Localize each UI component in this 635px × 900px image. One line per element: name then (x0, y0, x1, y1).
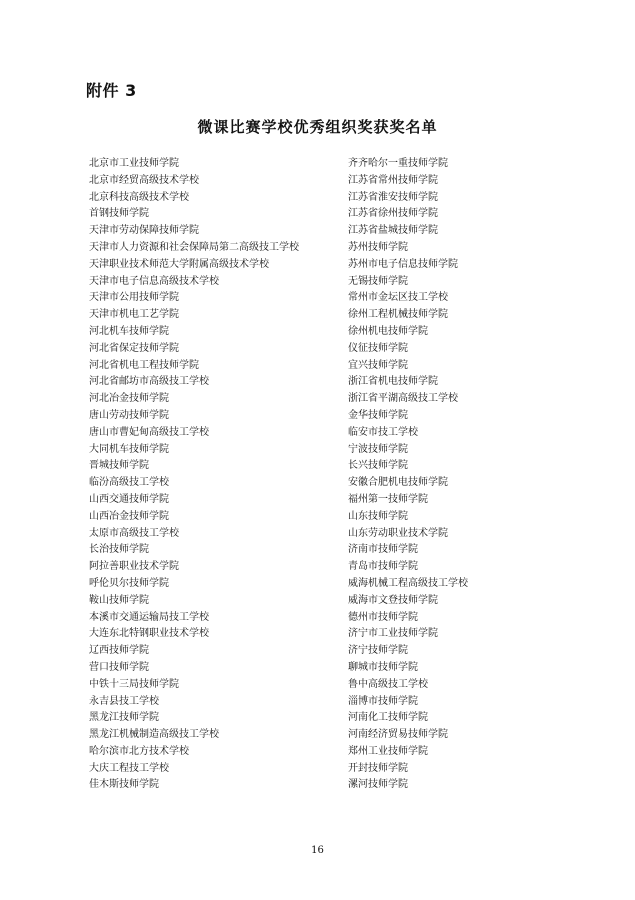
school-list-item: 江苏省淮安技师学院 (348, 191, 438, 203)
school-list-item: 河北省机电工程技师学院 (89, 359, 199, 371)
school-list-item: 太原市高级技工学校 (89, 527, 179, 539)
school-list-item: 聊城市技师学院 (348, 661, 418, 673)
page-number: 16 (311, 845, 324, 856)
school-list-item: 威海机械工程高级技工学校 (348, 577, 468, 589)
school-list-item: 淄博市技师学院 (348, 695, 418, 707)
school-list-item: 北京科技高级技术学校 (89, 191, 189, 203)
school-list-item: 哈尔滨市北方技术学校 (89, 745, 189, 757)
school-list-item: 山东技师学院 (348, 510, 408, 522)
school-list-item: 青岛市技师学院 (348, 561, 418, 573)
school-list-item: 中铁十三局技师学院 (89, 678, 179, 690)
school-list-item: 齐齐哈尔一重技师学院 (348, 158, 448, 169)
school-list-item: 河北省保定技师学院 (89, 342, 179, 354)
school-list-item: 天津职业技术师范大学附属高级技术学校 (89, 258, 269, 270)
school-list-item: 山西冶金技师学院 (89, 510, 169, 522)
school-list-item: 北京市工业技师学院 (89, 158, 179, 169)
school-list-item: 黑龙江机械制造高级技工学校 (89, 729, 219, 741)
school-list-item: 开封技师学院 (348, 762, 408, 774)
school-list-item: 威海市文登技师学院 (348, 594, 438, 606)
school-list-item: 江苏省盐城技师学院 (348, 225, 438, 237)
school-list-item: 永吉县技工学校 (89, 695, 159, 707)
school-list-item: 长治技师学院 (89, 544, 149, 556)
school-list-item: 唐山市曹妃甸高级技工学校 (89, 426, 209, 438)
school-list-item: 本溪市交通运输局技工学校 (89, 611, 209, 623)
school-list-item: 北京市经贸高级技术学校 (89, 174, 199, 186)
school-list-item: 河南经济贸易技师学院 (348, 729, 448, 741)
attachment-label: 附件 3 (86, 81, 137, 100)
school-list-item: 唐山劳动技师学院 (89, 409, 169, 421)
document-title: 微课比赛学校优秀组织奖获奖名单 (197, 118, 438, 136)
school-list-item: 佳木斯技师学院 (89, 779, 159, 791)
school-list-item: 天津市电子信息高级技术学校 (89, 275, 219, 287)
school-list-item: 宁波技师学院 (348, 443, 408, 455)
school-list-item: 天津市劳动保障技师学院 (89, 225, 199, 237)
school-list-item: 大连东北特钢职业技术学校 (89, 628, 209, 640)
school-list-item: 仪征技师学院 (348, 342, 408, 354)
school-list-item: 晋城技师学院 (89, 460, 149, 472)
school-list-item: 天津市人力资源和社会保障局第二高级技工学校 (89, 241, 299, 253)
school-list-item: 河北省邮坊市高级技工学校 (89, 376, 209, 388)
school-list-item: 阿拉善职业技术学院 (89, 561, 179, 573)
school-list-item: 鞍山技师学院 (89, 594, 149, 606)
school-list-item: 大庆工程技工学校 (89, 762, 169, 774)
school-list-item: 天津市机电工艺学院 (89, 309, 179, 321)
school-list-item: 河北冶金技师学院 (89, 393, 169, 405)
school-list-item: 首钢技师学院 (89, 208, 149, 220)
school-list-item: 临汾高级技工学校 (89, 477, 169, 489)
school-list-item: 山西交通技师学院 (89, 493, 169, 505)
school-list-item: 山东劳动职业技术学院 (348, 527, 448, 539)
school-list-item: 济宁技师学院 (348, 645, 408, 657)
school-list-item: 河北机车技师学院 (89, 325, 169, 337)
school-list-item: 浙江省平湖高级技工学校 (348, 393, 458, 405)
school-list-item: 辽西技师学院 (89, 645, 149, 657)
school-list-item: 大同机车技师学院 (89, 443, 169, 455)
school-list-item: 江苏省徐州技师学院 (348, 208, 438, 220)
school-list-item: 临安市技工学校 (348, 426, 418, 438)
school-list-item: 宜兴技师学院 (348, 359, 408, 371)
school-list-item: 呼伦贝尔技师学院 (89, 577, 169, 589)
school-list-item: 漯河技师学院 (348, 779, 408, 791)
school-list-item: 济南市技师学院 (348, 544, 418, 556)
school-list-item: 济宁市工业技师学院 (348, 628, 438, 640)
school-list-item: 安徽合肥机电技师学院 (348, 477, 448, 489)
school-list-item: 郑州工业技师学院 (348, 745, 428, 757)
school-list-item: 浙江省机电技师学院 (348, 376, 438, 388)
school-list-item: 河南化工技师学院 (348, 712, 428, 724)
school-list-item: 长兴技师学院 (348, 460, 408, 472)
school-list-item: 天津市公用技师学院 (89, 292, 179, 304)
school-list-item: 营口技师学院 (89, 661, 149, 673)
school-list-item: 鲁中高级技工学校 (348, 678, 428, 690)
school-list-item: 德州市技师学院 (348, 611, 418, 623)
school-list-item: 黑龙江技师学院 (89, 712, 159, 724)
school-list-item: 金华技师学院 (348, 409, 408, 421)
school-list-item: 常州市金坛区技工学校 (348, 292, 448, 304)
school-list-item: 无锡技师学院 (348, 275, 408, 287)
school-list-item: 苏州市电子信息技师学院 (348, 258, 458, 270)
school-list-item: 福州第一技师学院 (348, 493, 428, 505)
school-list-item: 徐州工程机械技师学院 (348, 309, 448, 321)
school-list-left (89, 156, 299, 794)
school-list-item: 徐州机电技师学院 (348, 325, 428, 337)
school-list-item: 江苏省常州技师学院 (348, 174, 438, 186)
school-list-right (348, 156, 468, 794)
school-list-item: 苏州技师学院 (348, 241, 408, 253)
